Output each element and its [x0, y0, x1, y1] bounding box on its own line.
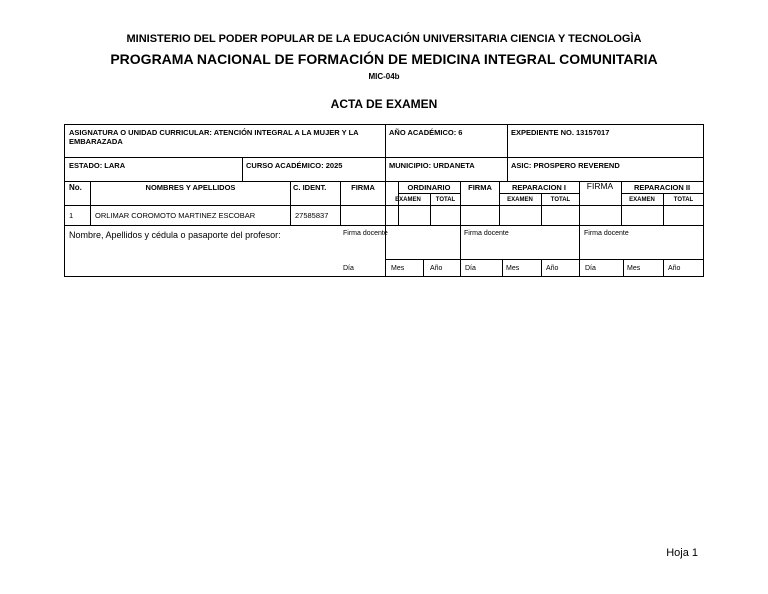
date-year-1: Año: [430, 265, 443, 272]
col-id: C. IDENT.: [293, 183, 327, 192]
date-month-3: Mes: [627, 265, 641, 272]
col-firma: FIRMA: [351, 183, 375, 192]
sub-examen-2: EXAMEN: [507, 197, 533, 203]
course-field: CURSO ACADÉMICO: 2025: [246, 161, 343, 170]
program-heading: PROGRAMA NACIONAL DE FORMACIÓN DE MEDICINA INTEGRAL COMUNITARIA: [110, 51, 658, 67]
signature-label-2: Firma docente: [464, 230, 509, 237]
date-month-2: Mes: [506, 265, 520, 272]
col-names: NOMBRES Y APELLIDOS: [145, 183, 236, 192]
file-number-field: EXPEDIENTE NO. 13157017: [511, 128, 610, 137]
student-id: 27585837: [295, 211, 329, 220]
sub-total-2: TOTAL: [550, 197, 571, 203]
info-table: [64, 124, 704, 182]
date-day-3: Día: [585, 265, 596, 272]
date-day-2: Día: [465, 265, 476, 272]
municipality-field: MUNICIPIO: URDANETA: [389, 161, 475, 170]
col-ordinario: ORDINARIO: [407, 183, 451, 192]
student-name: ORLIMAR COROMOTO MARTINEZ ESCOBAR: [95, 211, 256, 220]
ministry-heading: MINISTERIO DEL PODER POPULAR DE LA EDUCACIÓN UNIVERSITARIA CIENCIA Y TECNOLOGÌA: [126, 33, 642, 45]
document-code: MIC-04b: [368, 72, 400, 81]
signature-label-1: Firma docente: [343, 230, 388, 237]
col-no: No.: [69, 183, 82, 192]
asic-field: ASIC: PROSPERO REVEREND: [511, 161, 620, 170]
col-reparacion-1: REPARACION I: [511, 183, 567, 192]
state-field: ESTADO: LARA: [69, 161, 126, 170]
document-title: ACTA DE EXAMEN: [330, 97, 438, 111]
date-year-3: Año: [668, 265, 681, 272]
academic-year-field: AÑO ACADÉMICO: 6: [389, 128, 463, 137]
page-number: Hoja 1: [666, 547, 698, 559]
date-day-1: Día: [343, 265, 354, 272]
date-month-1: Mes: [391, 265, 405, 272]
date-year-2: Año: [546, 265, 559, 272]
sub-examen-1: EXAMEN: [395, 197, 421, 203]
professor-label: Nombre, Apellidos y cédula o pasaporte del profesor:: [69, 230, 281, 240]
sub-total-3: TOTAL: [673, 197, 694, 203]
col-firma-3: FIRMA: [586, 181, 614, 191]
col-firma-2: FIRMA: [468, 183, 492, 192]
student-no: 1: [69, 211, 74, 220]
col-reparacion-2: REPARACION II: [633, 183, 691, 192]
sub-examen-3: EXAMEN: [629, 197, 655, 203]
student-table: [64, 181, 704, 277]
signature-label-3: Firma docente: [584, 230, 629, 237]
sub-total-1: TOTAL: [435, 197, 456, 203]
subject-field: ASIGNATURA O UNIDAD CURRICULAR: ATENCIÓN INTEGRAL A LA MUJER Y LA EMBARAZADA: [69, 128, 359, 146]
